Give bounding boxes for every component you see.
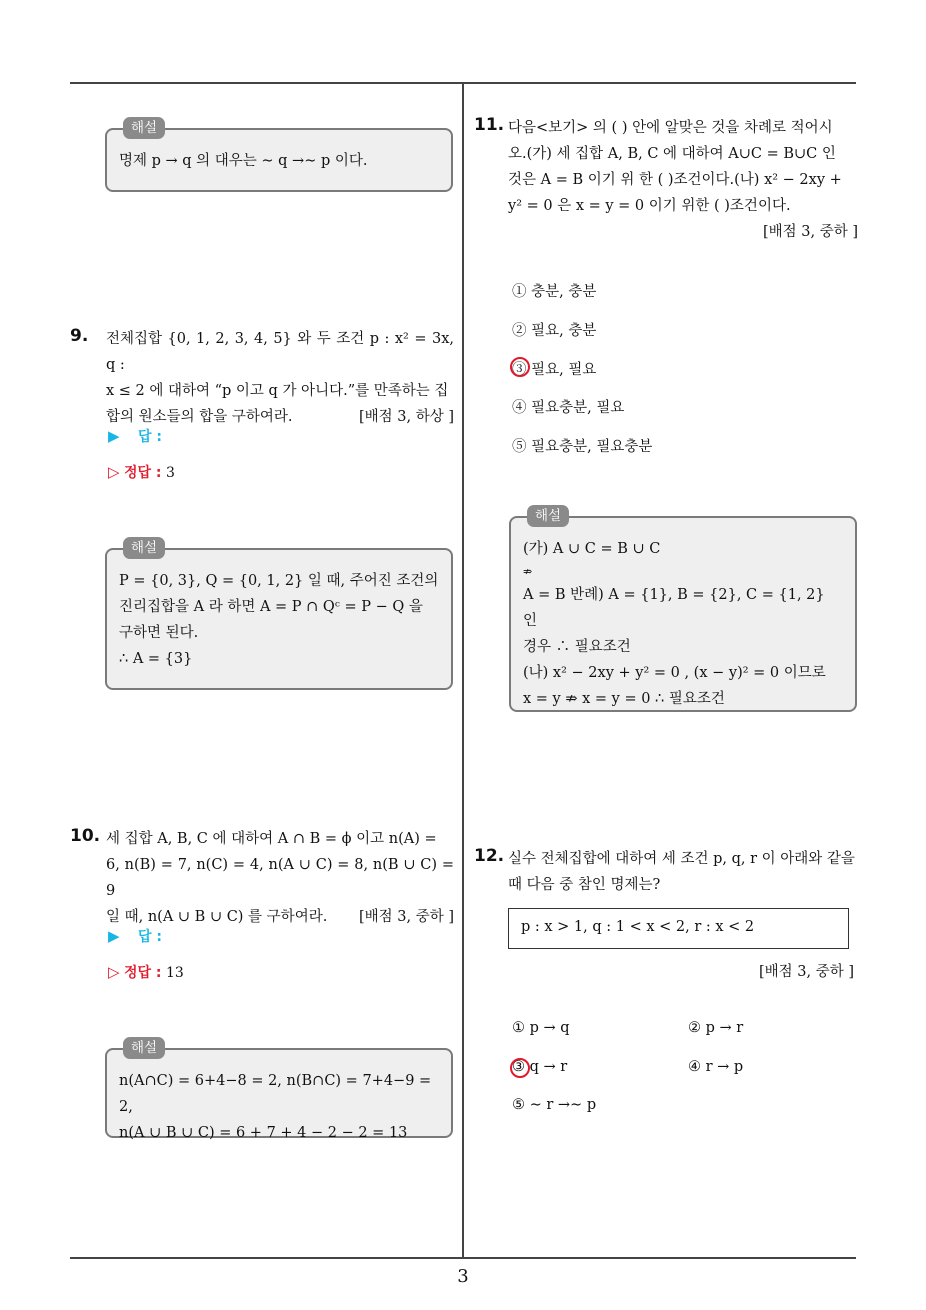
question-line: 6, n(B) = 7, n(C) = 4, n(A ∪ C) = 8, n(B ∪ C) = 9 xyxy=(106,857,454,899)
choice-3[interactable]: ③ q → r xyxy=(512,1059,568,1075)
correct-answer-label: 정답 : xyxy=(124,965,162,981)
question-line: 전체집합 {0, 1, 2, 3, 4, 5} 와 두 조건 p : x² = 3x, q : xyxy=(106,331,454,373)
choice-4[interactable]: ④ 필요충분, 필요 xyxy=(512,400,625,416)
choice-1[interactable]: ① p → q xyxy=(512,1020,570,1036)
question-12-text xyxy=(508,846,858,898)
page-number: 3 xyxy=(457,1266,469,1287)
answer-label: 답 : xyxy=(138,429,162,445)
solution-box-q11 xyxy=(509,508,857,712)
solution-line: 경우 ∴ 필요조건 xyxy=(523,639,631,655)
question-number-11: 11. xyxy=(474,115,505,135)
solution-label: 해설 xyxy=(527,505,569,527)
choice-5[interactable]: ⑤ 필요충분, 필요충분 xyxy=(512,439,653,455)
difficulty-tag: [배점 3, 중하 ] xyxy=(758,964,854,980)
question-number-9: 9. xyxy=(70,326,89,346)
question-line: 다음<보기> 의 ( ) 안에 알맞은 것을 차례로 적어시 xyxy=(508,120,833,136)
question-line: 합의 원소들의 합을 구하여라. xyxy=(106,409,293,425)
outline-triangle-icon: ▷ xyxy=(108,963,120,981)
question-line: 것은 A = B 이기 위 한 ( )조건이다.(나) x² − 2xy + xyxy=(508,172,842,188)
play-triangle-icon: ▶ xyxy=(108,427,120,445)
correct-answer-row-10 xyxy=(108,962,184,982)
difficulty-tag: [배점 3, 중하 ] xyxy=(762,224,858,240)
solution-line: A = B 반례) A = {1}, B = {2}, C = {1, 2} 인 xyxy=(523,587,825,629)
question-line: 일 때, n(A ∪ B ∪ C) 를 구하여라. xyxy=(106,909,328,925)
question-line: 세 집합 A, B, C 에 대하여 A ∩ B = ϕ 이고 n(A) = xyxy=(106,831,437,847)
solution-line: 명제 p → q 의 대우는 ∼ q →∼ p 이다. xyxy=(119,153,368,169)
difficulty-tag: [배점 3, 중하 ] xyxy=(358,909,454,925)
question-line: 때 다음 중 참인 명제는? xyxy=(508,877,661,893)
answer-row-9 xyxy=(108,426,162,446)
question-number-10: 10. xyxy=(70,826,101,846)
solution-line: (나) x² − 2xy + y² = 0 , (x − y)² = 0 이므로 xyxy=(523,665,826,681)
correct-answer-value: 13 xyxy=(165,965,184,981)
correct-answer-value: 3 xyxy=(165,465,175,481)
answer-row-10 xyxy=(108,926,162,946)
solution-line: n(A ∪ B ∪ C) = 6 + 7 + 4 − 2 − 2 = 13 xyxy=(119,1125,408,1141)
choice-5[interactable]: ⑤ ∼ r →∼ p xyxy=(512,1097,597,1113)
bottom-rule xyxy=(70,1257,856,1259)
choice-4[interactable]: ④ r → p xyxy=(688,1059,744,1075)
choice-2[interactable]: ② 필요, 충분 xyxy=(512,323,597,339)
solution-line: (가) A ∪ C = B ∪ C xyxy=(523,541,661,557)
selected-answer-circle-icon xyxy=(510,357,530,377)
question-10-text xyxy=(106,826,454,930)
choice-2[interactable]: ② p → r xyxy=(688,1020,744,1036)
correct-answer-row-9 xyxy=(108,462,175,482)
selected-answer-circle-icon xyxy=(510,1058,530,1078)
solution-box-q8 xyxy=(105,120,453,192)
question-11-text xyxy=(508,115,858,245)
solution-box-q10 xyxy=(105,1040,453,1141)
conditions-box xyxy=(508,908,849,949)
solution-line: n(A∩C) = 6+4−8 = 2, n(B∩C) = 7+4−9 = 2, xyxy=(119,1073,432,1115)
correct-answer-label: 정답 : xyxy=(124,465,162,481)
question-line: y² = 0 은 x = y = 0 이기 위한 ( )조건이다. xyxy=(508,198,791,214)
not-implies-icon: ⇏ xyxy=(523,565,533,578)
solution-line: P = {0, 3}, Q = {0, 1, 2} 일 때, 주어진 조건의 xyxy=(119,573,439,589)
solution-line: x = y ⇏ x = y = 0 ∴ 필요조건 xyxy=(523,691,725,707)
conditions-text: p : x > 1, q : 1 < x < 2, r : x < 2 xyxy=(521,919,755,935)
choice-1[interactable]: ① 충분, 충분 xyxy=(512,284,597,300)
solution-line: ∴ A = {3} xyxy=(119,651,193,667)
answer-label: 답 : xyxy=(138,929,162,945)
solution-label: 해설 xyxy=(123,117,165,139)
solution-label: 해설 xyxy=(123,1037,165,1059)
question-9-text xyxy=(106,326,454,430)
question-number-12: 12. xyxy=(474,846,505,866)
solution-line: 진리집합을 A 라 하면 A = P ∩ Qᶜ = P − Q 을 xyxy=(119,599,423,615)
column-divider xyxy=(462,84,464,1258)
difficulty-tag: [배점 3, 하상 ] xyxy=(358,409,454,425)
solution-box-q9 xyxy=(105,540,453,690)
solution-line: 구하면 된다. xyxy=(119,625,199,641)
choice-3[interactable]: ③ 필요, 필요 xyxy=(512,362,597,378)
solution-label: 해설 xyxy=(123,537,165,559)
question-line: x ≤ 2 에 대하여 “p 이고 q 가 아니다.”를 만족하는 집 xyxy=(106,383,449,399)
play-triangle-icon: ▶ xyxy=(108,927,120,945)
question-line: 오.(가) 세 집합 A, B, C 에 대하여 A∪C = B∪C 인 xyxy=(508,146,836,162)
question-line: 실수 전체집합에 대하여 세 조건 p, q, r 이 아래와 같을 xyxy=(508,851,855,867)
outline-triangle-icon: ▷ xyxy=(108,463,120,481)
